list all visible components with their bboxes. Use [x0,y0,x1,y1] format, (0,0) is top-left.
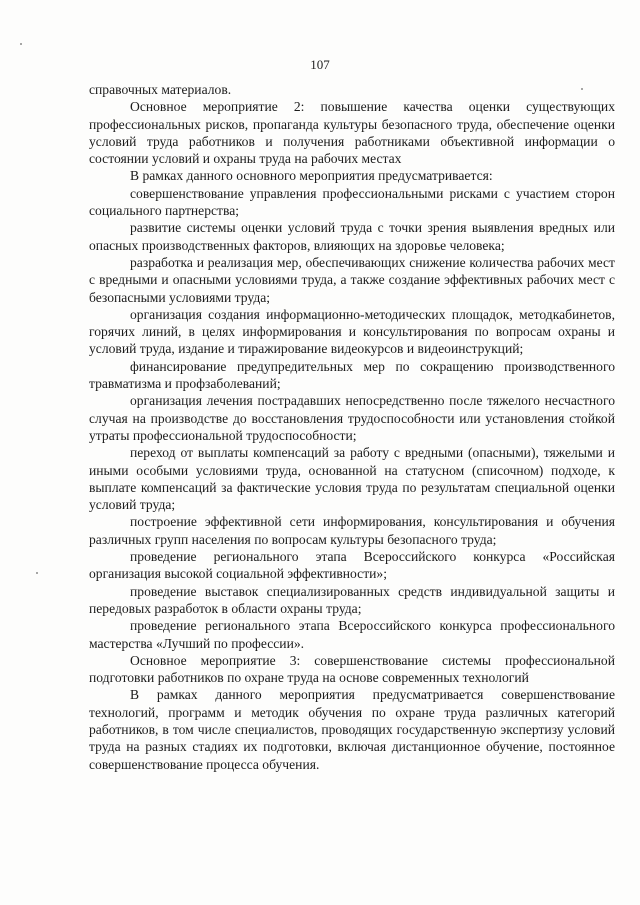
scan-speck [20,43,22,45]
paragraph-14: проведение регионального этапа Всероссийского конкурса профессионального мастерства «Лучший по профессии». [89,618,615,651]
page-number: 107 [310,57,330,72]
paragraph-3: В рамках данного основного мероприятия предусматривается: [130,168,493,184]
paragraph-16: В рамках данного мероприятия предусматривается совершенствование технологий, программ и методик обучения по охране труда различных категорий работников, в том числе специалистов, проводящих государственную экспертизу условий труда на разных стадиях их подготовки, включая дистанционное обучение, постоянное совершенствование процесса обучения. [89,687,615,772]
paragraph-1: справочных материалов. [89,82,232,97]
paragraph-12: проведение регионального этапа Всероссийского конкурса «Российская организация высокой социальной эффективности»; [89,549,615,582]
paragraph-13: проведение выставок специализированных средств индивидуальной защиты и передовых разработок в области охраны труда; [89,583,615,616]
paragraph-11: построение эффективной сети информирования, консультирования и обучения различных групп населения по вопросам культуры безопасного труда; [89,514,615,547]
paragraph-7: организация создания информационно-методических площадок, методкабинетов, горячих линий, в целях информирования и консультирования по вопросам охраны и условий труда, издание и тиражирование видеокурсов и видеоинструкций; [89,306,615,357]
paragraph-10: переход от выплаты компенсаций за работу с вредными (опасными), тяжелыми и иными особыми условиями труда, основанной на статусном (списочном) подходе, к выплате компенсаций за фактические условия труда по результатам специальной оценки условий труда; [89,445,615,513]
paragraph-15: Основное мероприятие 3: совершенствование системы профессиональной подготовки работников по охране труда на основе современных технологий [89,652,615,686]
paragraph-9: организация лечения пострадавших непосредственно после тяжелого несчастного случая на производстве до восстановления трудоспособности или установления стойкой утраты профессиональной трудоспособности; [89,393,615,443]
scan-speck [581,88,583,90]
paragraph-2: Основное мероприятие 2: повышение качества оценки существующих профессиональных рисков, пропаганда культуры безопасного труда, обеспечение оценки условий труда работников и получения работниками объективной информации о состоянии условий и охраны труда на рабочих местах [89,99,615,167]
scan-speck [36,572,38,574]
paragraph-6: разработка и реализация мер, обеспечивающих снижение количества рабочих мест с вредными и опасными условиями труда, а также создание эффективных рабочих мест с безопасными условиями труда; [89,254,615,305]
paragraph-5: развитие системы оценки условий труда с точки зрения выявления вредных или опасных производственных факторов, влияющих на здоровье человека; [89,220,615,253]
paragraph-8: финансирование предупредительных мер по сокращению производственного травматизма и профзаболеваний; [89,358,615,392]
paragraph-4: совершенствование управления профессиональными рисками с участием сторон социального партнерства; [89,185,615,219]
document-body [89,81,615,773]
